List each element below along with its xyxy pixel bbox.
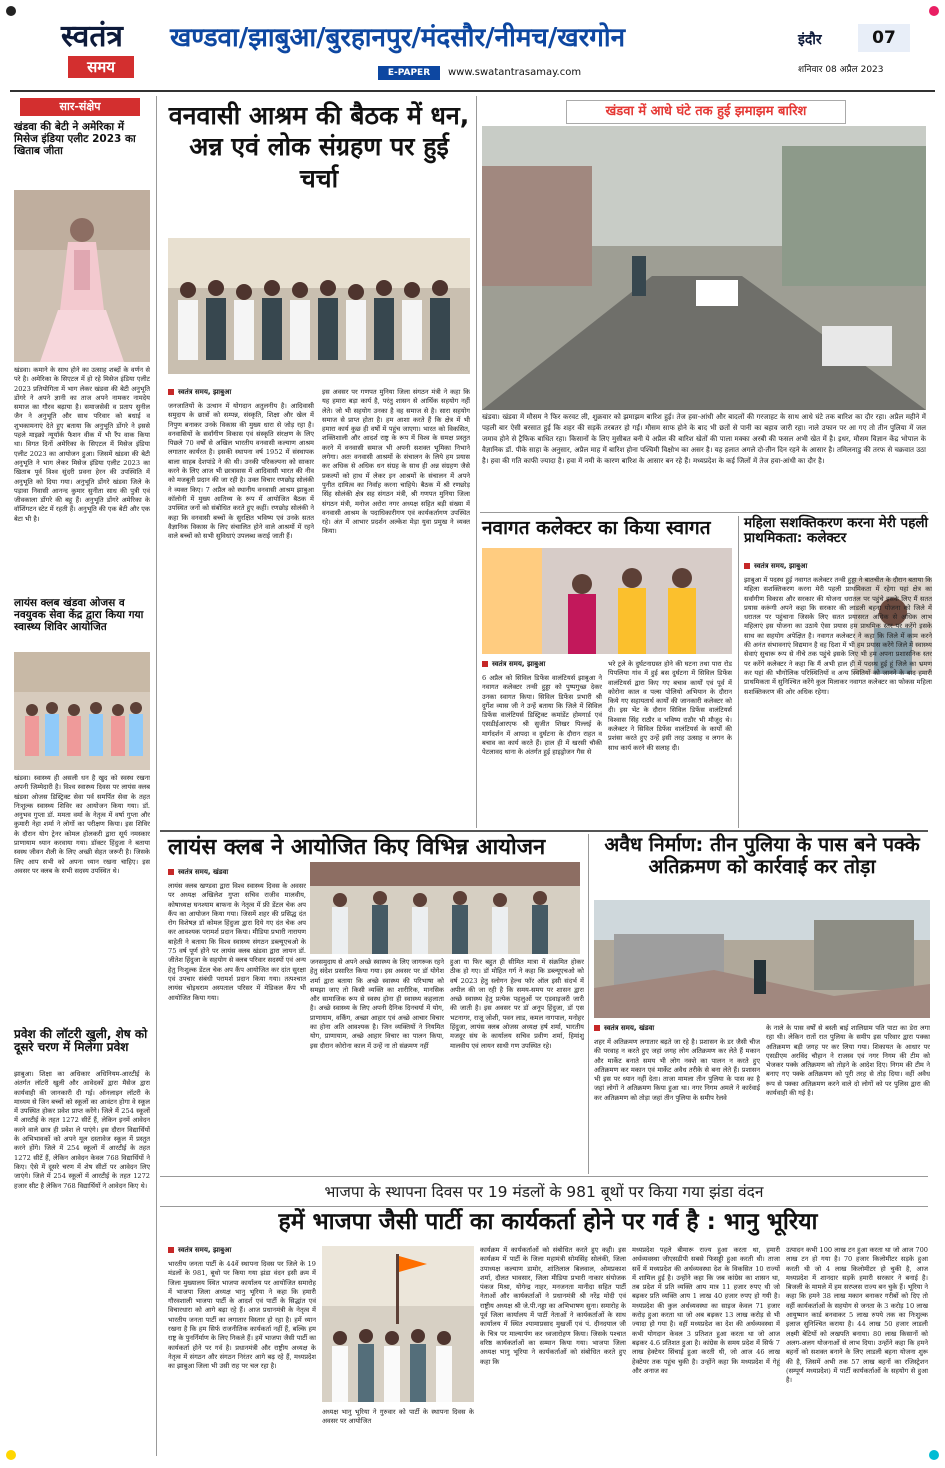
ashram-column-2: इस अवसर पर गणपत मुनिया जिला संगठन मंत्री ने कहा कि यह हमारा बड़ा कार्य है, परंतु शासन से आर्थिक सहयोग नहीं लेते। जो भी सहयोग उनका है वह समाज से है। सारा सहयोग समाज से प्राप्त होता है। हम आशा करते हैं कि क्षेत्र में भी हमारा कार्य कुछ ही वर्षों में पहुंच जाएगा। भारत को विकसित, शक्तिशाली और आदर्श राष्ट्र के रूप में विश्व के समक्ष प्रस्तुत करने में वनवासी समाज भी अपनी सशक्त भूमिका निभाने लगेगा। अतः वनवासी आश्रमों के संचालन के लिये हम प्रयास कर अधिक से अधिक धन संग्रह के साथ ही अन्न संग्रहण जैसे प्रकल्पों को हाथ में लेकर इन आश्रमों के संचालन में अपने पुनीत दायित्व का निर्वाह करना चाहिये। बैठक में श्री रणछोड़ सिंह सोलंकी क्षेत्र सह संगठन मंत्री, श्री गणपत मुनिया जिला संगठन मंत्री, मनोज अरोरा नगर अध्यक्ष सहित बड़ी संख्या में वनवासी आश्रम के पदाधिकारीगण एवं कार्यकर्तागण उपस्थित रहे। अंत में आभार प्रदर्शन अल्केश मेड़ा युवा प्रमुख ने व्यक्त किया। [322, 388, 470, 536]
sidebar-story1-photo [14, 190, 150, 362]
illegal-photo [594, 900, 930, 1018]
sidebar-section-title: सार-संक्षेप [20, 98, 140, 116]
demolition-site-image [594, 900, 930, 1018]
lions-column-1: लायंस क्लब खण्डवा द्वारा विश्व स्वास्थ्य दिवस के अवसर पर अध्यक्ष अखिलेश गुप्ता सचिव राजीव मालवीय, कोषाध्यक्ष घनश्याम बाफना के नेतृत्व में फ्री डेंटल चेक अप कैंप का आयोजन किया गया। जिसमें शहर की प्रसिद्ध दंत रोग विशेषज्ञ डॉ कोमल हिंदुजा द्वारा दिये गए दंत चेक अप कर आवश्यक परामर्श प्रदान किया। मीडिया प्रभारी नारायण बाहेती ने बताया कि विश्व स्वास्थ्य संगठन डब्ल्यूएचओ के 75 वर्ष पूर्ण होने पर लायंस क्लब खंडवा द्वारा लायन डॉ. जीतेश हिंदुजा के सहयोग से क्लब परिवार सदस्यों एवं अन्य हेतु निःशुल्क डेंटल चेक अप कैंप आयोजित कर दांत सुरक्षा एवं उपचार संबंधी परामर्श प्रदान किया गया। तत्पश्चात लायंस चोइथराम अस्पताल परिसर में मेडिकल कैंप भी आयोजित किया गया। [168, 882, 306, 1002]
ashram-headline: वनवासी आश्रम की बैठक में धन, अन्न एवं लोक संग्रहण पर हुई चर्चा [168, 101, 470, 193]
sidebar-story2-photo [14, 652, 150, 770]
sidebar-story3-headline: प्रवेश की लॉटरी खुली, शेष को दूसरे चरण में मिलेगा प्रवेश [14, 1027, 148, 1055]
sidebar-story2-body: खंडवा। स्वास्थ्य ही असली धन है खुद को स्वस्थ रखना अपनी जिम्मेदारी है। विश्व स्वास्थ्य दिवस पर लायंस क्लब खंडवा ओजस डिस्ट्रिक्ट सेवा पर्व समर्पित सेवा के तहत निःशुल्क स्वास्थ्य शिविर का आयोजन किया गया। डॉ. अनुभव गुप्ता डॉ. ममता वर्मा के नेतृत्व में वर्षा गुप्ता और कुमारी नेहा शर्मा ने लोगों का परीक्षण किया। इस शिविर के दौरान योग ट्रेनर कोमल होलकरी द्वारा सूर्य नमस्कार प्राणायाम ध्यान करवाया गया। डॉक्टर हिंदुजा ने बताया स्वस्थ जीवन शैली के लिए अच्छी सेहत जरूरी है। जिसके लिए आप सभी को अपना ध्यान रखना चाहिए। इस अवसर पर क्लब के सभी सदस्य उपस्थित थे। [14, 774, 150, 875]
logo [28, 18, 156, 82]
collector-headline: नवागत कलेक्टर का किया स्वागत [482, 517, 711, 539]
bjp-column-4: उत्पादन कभी 100 लाख टन हुआ करता था जो आज 700 लाख टन हो गया है। 70 हजार किलोमीटर सड़के हुआ करती थी जो 4 लाख किलोमीटर हो चुकी है, आज मध्यप्रदेश में शानदार सड़कें हमारी सरकार ने बनाई है। बिजली के मामले में हम सरप्लस राज्य बन चुके हैं। भूरिया ने कहा कि हमने 38 लाख मकान बनाकर गरीबों को दिए तो वहीं कार्यकर्ताओं के सहयोग से जनता के 3 करोड़ 10 लाख आयुष्मान कार्ड बनवाकर 5 लाख रुपये तक का निःशुल्क इलाज सुनिश्चित कराया है। 44 लाख 50 हजार लाडली लक्ष्मी बेटियों को लखपति बनाया। 80 लाख किसानों को अलग-अलग योजनाओं से लाभ दिया। उन्होंने कहा कि हमने बहनों को सशक्त बनाने के लिए लाडली बहना योजना शुरू की है, जिसमें अभी तक 57 लाख बहनों का रजिस्ट्रेशन (सम्पूर्ण मध्यप्रदेश) में पार्टी कार्यकर्ताओं के सहयोग से हुआ है। [786, 1246, 928, 1385]
collector-column-2: भरे ट्रले के दुर्घटनाग्रस्त होने की घटना तथा पारा रोड पिपलिया गांव में हुई बस दुर्घटना में सिविल डिफेंस वालंटियर्स द्वारा किए गए बचाव कार्यों एवं पूर्व में कोरोना काल व पल्स पोलियो अभियान के दौरान किये गए सहायतार्थ कार्यों की जानकारी कलेक्टर को दी। इस भेंट के दौरान सिविल डिफेंस वालंटियर्स विश्वास सिंह राठौर व भविष्य राठौर भी मौजूद थे। कलेक्टर ने सिविल डिफेंस वालंटियर्स के कार्यों की प्रशंसा करते हुए उन्हें इसी तरह उत्साह व लगन के साथ कार्य करने की सलाह दी। [608, 660, 732, 752]
registration-mark [929, 6, 939, 16]
website-link[interactable]: www.swatantrasamay.com [448, 67, 582, 78]
bjp-banner: भाजपा के स्थापना दिवस पर 19 मंडलों के 981 बूथों पर किया गया झंडा वंदन [324, 1183, 764, 1201]
logo-line1: स्वतंत्र [60, 19, 123, 54]
bjp-column-1: भारतीय जनता पार्टी के 44वें स्थापना दिवस पर जिले के 19 मंडलों के 981, बूथो पर किया गया झंडा वंदन इसी क्रम में जिला मुख्यालय स्थित भाजपा कार्यालय पर आयोजित समारोह में भाजपा जिला अध्यक्ष भानु भूरिया ने कहा कि हमारी गौरवशाली भाजपा पार्टी के आदर्श एवं पार्टी के सिद्धांत एवं विचारधारा को आगे बढ़ा रहे हैं। आज प्रधानमंत्री के नेतृत्व में भारतीय जनता पार्टी का लगातार विस्तार हो रहा है। हमें ध्यान रखना है कि हम सिर्फ राजनीतिक कार्यकर्ता नहीं हैं, बल्कि हम राष्ट्र के पुनर्निर्माण के लिए निकले हैं। हमें भाजपा जैसी पार्टी का कार्यकर्ता होने पर गर्व है। प्रधानमंत्री और राष्ट्रीय अध्यक्ष के नेतृत्व में संगठन और संगठन निरंतर आगे बढ़ रहे हैं, मध्यप्रदेश का झाबुआ जिला भी उसी राह पर चल रहा है। [168, 1260, 316, 1371]
masthead-cities: खण्डवा/झाबुआ/बुरहानपुर/मंदसौर/नीमच/खरगोन [170, 23, 626, 53]
bjp-column-3: मध्यप्रदेश पहले बीमारू राज्य हुआ करता था, हमारी अर्थव्यवस्था जीएसडीपी सबसे फिसड्डी हुआ करती थी। ताजा सर्वे में मध्यप्रदेश की अर्थव्यवस्था देश के विकसित 10 राज्यों में शामिल हुई है। उन्होंने कहा कि जब कांग्रेस का शासन था, तब प्रदेश में प्रति व्यक्ति आय मात्र 11 हजार रुपए थी जो बढ़कर प्रति व्यक्ति आय 1 लाख 40 हजार रुपए हो गयी है। मध्यप्रदेश की कुल अर्थव्यवस्था का साइज केवल 71 हजार करोड़ हुआ करता था जो अब बढ़कर 13 लाख करोड़ से भी ज्यादा हो गया है। वहीं मध्यप्रदेश का देश की अर्थव्यवस्था में कभी योगदान केवल 3 प्रतिशत हुआ करता था जो आज बढ़कर 4.6 प्रतिशत हुआ है। कांग्रेस के समय प्रदेश में सिर्फ 7 लाख हेक्टेयर सिंचाई हुआ करती थी, जो आज 46 लाख हेक्टेयर तक पहुंच चुकी है। उन्होंने कहा कि मध्यप्रदेश में गेहूं और अनाज का [632, 1246, 780, 1375]
sidebar-story3-body: झाबुआ। शिक्षा का अधिकार अधिनियम-आरटीई के अंतर्गत लॉटरी खुली और आवेदकों द्वारा मैसेज द्वारा कार्यवाही की जानकारी दी गई। ऑनलाइन लॉटरी के माध्यम से जिन बच्चों को स्कूलों का आवंटन होगा वे स्कूल में उपस्थित होकर प्रवेश प्राप्त करेंगे। जिले में 254 स्कूलों में आरटीई के तहत 1272 सीटें हैं, लेकिन इनमें आवेदन करने वाले छात्र ही प्रवेश ले पाएंगे। इस दौरान विद्यार्थियों के अभिभावकों को अपने मूल दस्तावेज स्कूल में प्रस्तुत करने होंगे। जिले में 254 स्कूलों में आरटीई के तहत 1272 सीटें हैं, लेकिन आवेदन केवल 768 विद्यार्थियों ने किए। ऐसे में दूसरे चरण में शेष सीटों पर आवेदन लिए जाएंगे। जिले में 254 स्कूलों में आरटीई के तहत 1272 हजार सीट है लेकिन 768 विद्यार्थियों ने आवेदन किए थे। [14, 1070, 150, 1190]
ashram-photo [168, 238, 470, 374]
registration-mark [6, 1450, 16, 1460]
collector-column-1: 6 अप्रैल को सिविल डिफेंस वालंटियर्स झाबुआ ने नवागत कलेक्टर तन्वी हुड्डा को पुष्पगुच्छ देकर उनका स्वागत किया। सिविल डिफेंस प्रभारी श्री दुर्गेश व्यास जी ने उन्हें बताया कि जिले में सिविल डिफेंस वालंटियर्स डिस्ट्रिक्ट कमांडेंट होमगार्ड एवं एसडीईआरएफ श्री सुजीत शिखर पिल्लई के मार्गदर्शन में आपदा व दुर्घटना के दौरान राहत व बचाव का कार्य करते हैं। हाल ही में खरसी चौकी पेटलावद थाना के अंतर्गत हुई हाइड्रोजन गैस से [482, 674, 602, 757]
rain-photo [482, 126, 926, 410]
lions-club-event-image [310, 862, 580, 954]
bjp-headline: हमें भाजपा जैसी पार्टी का कार्यकर्ता होने पर गर्व है : भानु भूरिया [278, 1209, 818, 1235]
women-byline: स्वतंत्र समय, झाबुआ [744, 562, 884, 571]
bjp-byline: स्वतंत्र समय, झाबुआ [168, 1246, 308, 1255]
ashram-byline: स्वतंत्र समय, झाबुआ [168, 388, 308, 397]
bjp-photo [322, 1246, 474, 1402]
masthead [28, 18, 918, 88]
sidebar-story2-headline: लायंस क्लब खंडवा ओजस व नवयुवक सेवा केंद्र द्वारा किया गया स्वास्थ्य शिविर आयोजित [14, 597, 144, 633]
health-camp-image [14, 652, 150, 770]
lions-photo [310, 862, 580, 954]
city-name: इंदौर [798, 32, 822, 48]
registration-mark [929, 1450, 939, 1460]
registration-mark [6, 6, 16, 16]
lions-column-3: हुआ या फिर बहुत ही सीमित मात्रा में संक्रमित होकर ठीक हो गए। डॉ मोहित गर्ग ने कहा कि डब्ल्यूएचओ को वर्ष 2023 हेतु स्लोगन हेल्थ फॉर ऑल इसी संदर्भ में अपील की जा रही है कि समय-समय पर शासन द्वारा अच्छे स्वास्थ्य हेतु प्रत्येक पहलुओं पर एडवाइजरी जारी की जाती है। इस अवसर पर डॉ अनूप हिंदुजा, डॉ एस भटनागर, राजू जोशी, पवन लाड, कमल नागपाल, मनोहर हिंदुजा, लायंस क्लब ओजस अध्यक्ष हर्ष शर्मा, भारतीय मजदूर संघ के कार्यालय सचिव प्रवीण शर्मा, हिमांशु मालवीय एवं लायन साथी गण उपस्थित रहे। [450, 958, 584, 1050]
lions-byline: स्वतंत्र समय, खंडवा [168, 868, 308, 877]
collector-byline: स्वतंत्र समय, झाबुआ [482, 660, 642, 669]
sidebar-story1-headline: खंडवा की बेटी ने अमेरिका में मिसेज इंडिया एलीट 2023 का खिताब जीता [14, 121, 136, 157]
pageant-winner-image [14, 190, 150, 362]
welcome-ceremony-image [482, 548, 732, 654]
ashram-column-1: जनजातियों के उत्थान में योगदान अतुलनीय है। आदिवासी समुदाय के छात्रों को सम्पन्न, संस्कृति, शिक्षा और खेल में निपुण बनाकर उनके विकास की मुख्य धारा से जोड़ रहा है। वनवासियों के सर्वांगीण विकास एवं संस्कृति संरक्षण के लिए पिछले 70 वर्षों से अखिल भारतीय वनवासी कल्याण आश्रम लगातार कार्यरत है। इसकी स्थापना वर्ष 1952 में संस्थापक बाला साहब देशपांडे ने की थी। उनकी परिकल्पना को साकार करने के लिए आज भी छात्रावास में आदिवासी भारत की नीव को मजबूती प्रदान की जा रही है। उक्त विचार रणछोड़ सोलंकी ने व्यक्त किए। 7 अप्रैल को स्थानीय वनवासी आश्रम झाबुआ कॉलोनी में मुख्य आतिथ्य के रूप में आयोजित बैठक में उपस्थित जनों को संबोधित करते हुए कहीं। रणछोड़ सोलंकी ने कहा कि वनवासी बच्चों के सुरक्षित भविष्य एवं उनके सतत वैज्ञानिक विकास के लिए संचालित होने वाले आश्रमों में रहने वाले बच्चों को सभी सुविधाएं उपलब्ध कराई जाती हैं। [168, 402, 314, 541]
flag-hoisting-image [322, 1246, 474, 1402]
epaper-strip [378, 66, 808, 80]
bjp-column-2: कार्यक्रम में कार्यकर्ताओं को संबोधित करते हुए कही। इस कार्यक्रम में पार्टी के जिला महामंत्री सोमसिंह सोलंकी, जिला उपाध्यक्ष कल्याण डामोर, शांतिलाल बिलवाल, ओमप्रकाश शर्मा, दौलत भावसार, जिला मीडिया प्रभारी नाकार संयोजक पंकज मिश्रा, योगेन्द्र नाहर, मनजनता मानीदा सहित पार्टी नेताओं और कार्यकर्ताओं ने प्रधानमंत्री श्री नरेंद्र मोदी एवं राष्ट्रीय अध्यक्ष श्री जे.पी.नड्डा का अभिभाषण सुना। समारोह के पूर्व जिला कार्यालय में पार्टी नेताओं ने कार्यकर्ताओं के साथ कार्यालय में स्थित श्यामाप्रसाद मुखर्जी एवं पं. दीनदयाल जी के चित्र पर माल्यार्पण कर ध्वजारोहण किया। जिसके पश्चात वरिष्ठ कार्यकर्ताओं का सम्मान किया गया। भाजपा जिला अध्यक्ष भानु भूरिया ने कार्यकर्ताओं को संबोधित करते हुए कहा कि [480, 1246, 626, 1366]
lions-column-2: जनसमुदाय से अपने अच्छे स्वास्थ्य के लिए जागरूक रहने हेतु संदेश प्रसारित किया गया। इस अवसर पर डॉ योगेश शर्मा द्वारा बताया कि अच्छे स्वास्थ्य की परिभाषा को समझा जाए तो किसी व्यक्ति का शारीरिक, मानसिक और सामाजिक रूप से स्वस्थ होना ही स्वास्थ्य कहलाता है। अच्छे स्वास्थ्य के लिए अपनी दैनिक दिनचर्या में योग, प्राणायाम, वर्किंग, अच्छा आहार एवं अच्छे आचार विचार का होना अति आवश्यक है। जिन व्यक्तियों ने नियमित योग, प्राणायाम, अच्छे आहार विचार का पालन किया, इस दौरान कोरोना काल में उन्हें ना तो संक्रमण नहीं [310, 958, 444, 1050]
rain-headline: खंडवा में आधे घंटे तक हुई झमाझम बारिश [566, 100, 846, 124]
epaper-label: E-PAPER [378, 66, 440, 80]
rain-caption: खंडवा। खंडवा में मौसम ने फिर करवट ली, शुक्रवार को झमाझम बारिश हुई। तेज हवा-आंधी और बादलों की गरजाहट के साथ आधे घंटे तक बारिश का दौर रहा। अप्रैल महीने में पहली बार ऐसी बरसात हुई कि शहर की सड़कें तरबतर हो गईं। मौसम साफ होने के बाद भी छतों से पानी का बहाव जारी रहा। नाले उफान पर आ गए तो तीन पुलिया में जल जमाव होने से ट्रैफिक बाधित रहा। किसानों के लिए मुसीबत बनी ये अप्रैल की बारिश खेतों की पाला मक्का अरबी की फसल अभी खेत में है। इधर, मौसम विज्ञान केंद्र भोपाल के वैज्ञानिक डॉ. पीके साहा के अनुसार, अप्रैल माह में बारिश होना पश्चिमी विक्षोभ का असर है। यह हलात अगले दो-तीन दिन रहने के आसार है। तमिलनाडु की तरफ से चक्रवात उठा है। हवा की गति काफी ज्यादा है। हवा में नमी के कारण बारिश के आसार बन रहे हैं। मध्यप्रदेश के कई जिलों में तेज हवा-आंधी का दौर है। [482, 413, 926, 465]
page-number: 07 [858, 24, 910, 52]
lions-headline: लायंस क्लब ने आयोजित किए विभिन्न आयोजन [168, 835, 546, 860]
sidebar-story1-body: खंडवा। कमाने के साथ होने का उत्साह शब्दों के वर्णन से परे है। अमेरिका के सिएटल में हो रहे मिसेज इंडिया एलीट 2023 प्रतियोगिता में भाग लेकर खंडवा की बेटी अनुभूति डोंगरे ने अपने ज्ञानी का ताज अपने नामकर नामदेय समाज का गौरव बढ़ाया है। समाजसेवी व प्रताप सुनील जैन ने अनुभूति और साथ परिवार को बधाई व शुभकामनाएं देते हुए बताया कि अनुभूति डोंगरे ने इससे पहले माइक्रो न्यूयॉर्क फैशन वीक में भी रैंप वाक किया था। विगत दिनों अमेरिका के सिएटल में मिसेज इंडिया एलीट 2023 का आयोजन हुआ। जिसमें खंडवा की बेटी अनुभूति ने भाग लेकर मिसेज इंडिया एलीट 2023 का खिताब पूर्व विश्व सुंदरी प्रवना हेरन की उपस्थिति में अनुभूति को दिया गया। अनुभूति डोंगरे खंडवा जिले के पड़ावा निवासी आनन्द कुमार सुनीता साध की पुत्री एवं जीवकाला डोंगरे की बहू हैं। अनुभूति डोंगरे अमेरिका के वॉशिंगटन स्टेट में रहती हैं। अनुभूति की एक बेटी और एक बेटा भी है। [14, 366, 150, 523]
women-headline: महिला सशक्तिकरण करना मेरी पहली प्राथमिकता: कलेक्टर [744, 515, 929, 547]
illegal-column-1: शहर में अतिक्रमण लगातार बढ़ते जा रहे है। प्रशासन के डर जैसी चीज की परवाह न करते हुए जहां जगह लोग अतिक्रमण कर लेते हैं मकान और मार्केट बनाते समय भी लोग नक्शे का पालन न करते हुए अतिक्रमण कर मकान एवं मार्केट अवैध तरीके से बना लेते हैं। प्रशासन भी इस पर ध्यान नहीं देता। ताजा मामला तीन पुलिया के पास का है जहां लोगों ने अतिक्रमण किया हुआ था। नगर निगम अमले ने कार्रवाई कर अतिक्रमण को तोड़ा जहां तीन पुलिया के समीप रेलवे [594, 1038, 760, 1102]
rainy-street-image [482, 126, 926, 410]
illegal-headline: अवैध निर्माण: तीन पुलिया के पास बने पक्के अतिक्रमण को कार्रवाई कर तोड़ा [604, 833, 920, 878]
collector-photo [482, 548, 732, 654]
women-body: झाबुआ में पदस्थ हुई नवागत कलेक्टर तन्वी हुड्डा ने बातचीत के दौरान बताया कि महिला सशक्तिकरण करना मेरी पहली प्राथमिकता में रहेगा यहां क्षेत्र का सर्वांगीण विकास और सरकार की योजना धरातल पर पहुंचे इसके लिए मैं सतत प्रयास करूंगी अपने कहा कि सरकार की लाडली बहना योजना को जिले में धरातल पर पहुंचाना जिसके लिए सतत प्रयासरत अधिक से अधिक लाभ महिलाएं इस योजना का उठाये ऐसा प्रयास हम प्राथमिक स्तर पर करेंगे इसके साथ का सहयोग अपेक्षित है। नवागत कलेक्टर ने कहा कि जिले में काम करने की अनंत संभावनाएं विद्यमान है वह दिशा में भी हम प्रयास करेंगे जिले में स्वास्थ्य सेवाएं सुचारू रूप से नीचे तक पहुंचे इसके लिए भी हम अपना प्रशासनिक स्तर पर करेंगे कलेक्टर ने कहा कि मैं अभी हाल ही में पदस्थ हुई हूं जिले का भ्रमण कर यहां की भौगोलिक परिस्थितियों व अन्य स्थितियों को जानने के बाद हमारी प्राथमिकता में सुनिश्चित करेंगे कुल मिलाकर नवागत कलेक्टर का फोकस महिला सशक्तिकरण की ओर अधिक रहेगा। [744, 576, 932, 696]
illegal-byline: स्वतंत्र समय, खंडवा [594, 1024, 754, 1033]
bjp-photo-caption: अध्यक्ष भानु भूरिया ने गुरुवार को पार्टी के स्थापना दिवस के अवसर पर आयोजित [322, 1408, 474, 1426]
logo-line2: समय [68, 56, 134, 78]
meeting-group-image [168, 238, 470, 374]
issue-date: शनिवार 08 अप्रैल 2023 [798, 65, 884, 75]
illegal-column-2: के नाले के पास वर्षों से बस्ती बाई शालिग्राम पति पाटा का डेरा लगा रहा थी। लेकिन रातों रात पुलिया के समीप इस परिवार द्वारा पक्का अतिक्रमण बड़ी जगह पर कर लिया गया। शिकायत के आधार पर एसडीएम अरविंद चौहान ने राजस्व एवं नगर निगम की टीम को भेजकर पक्के अतिक्रमण को तोड़ने के आदेश दिए। निगम की टीम ने बनाए गए पक्के अतिक्रमण को पूरी तरह से तोड़ दिया। वहीं अवैध रूप से पक्का अतिक्रमण करने वाले दो लोगों को पर पुलिस द्वारा की कार्यवाही की गई है। [766, 1024, 930, 1098]
